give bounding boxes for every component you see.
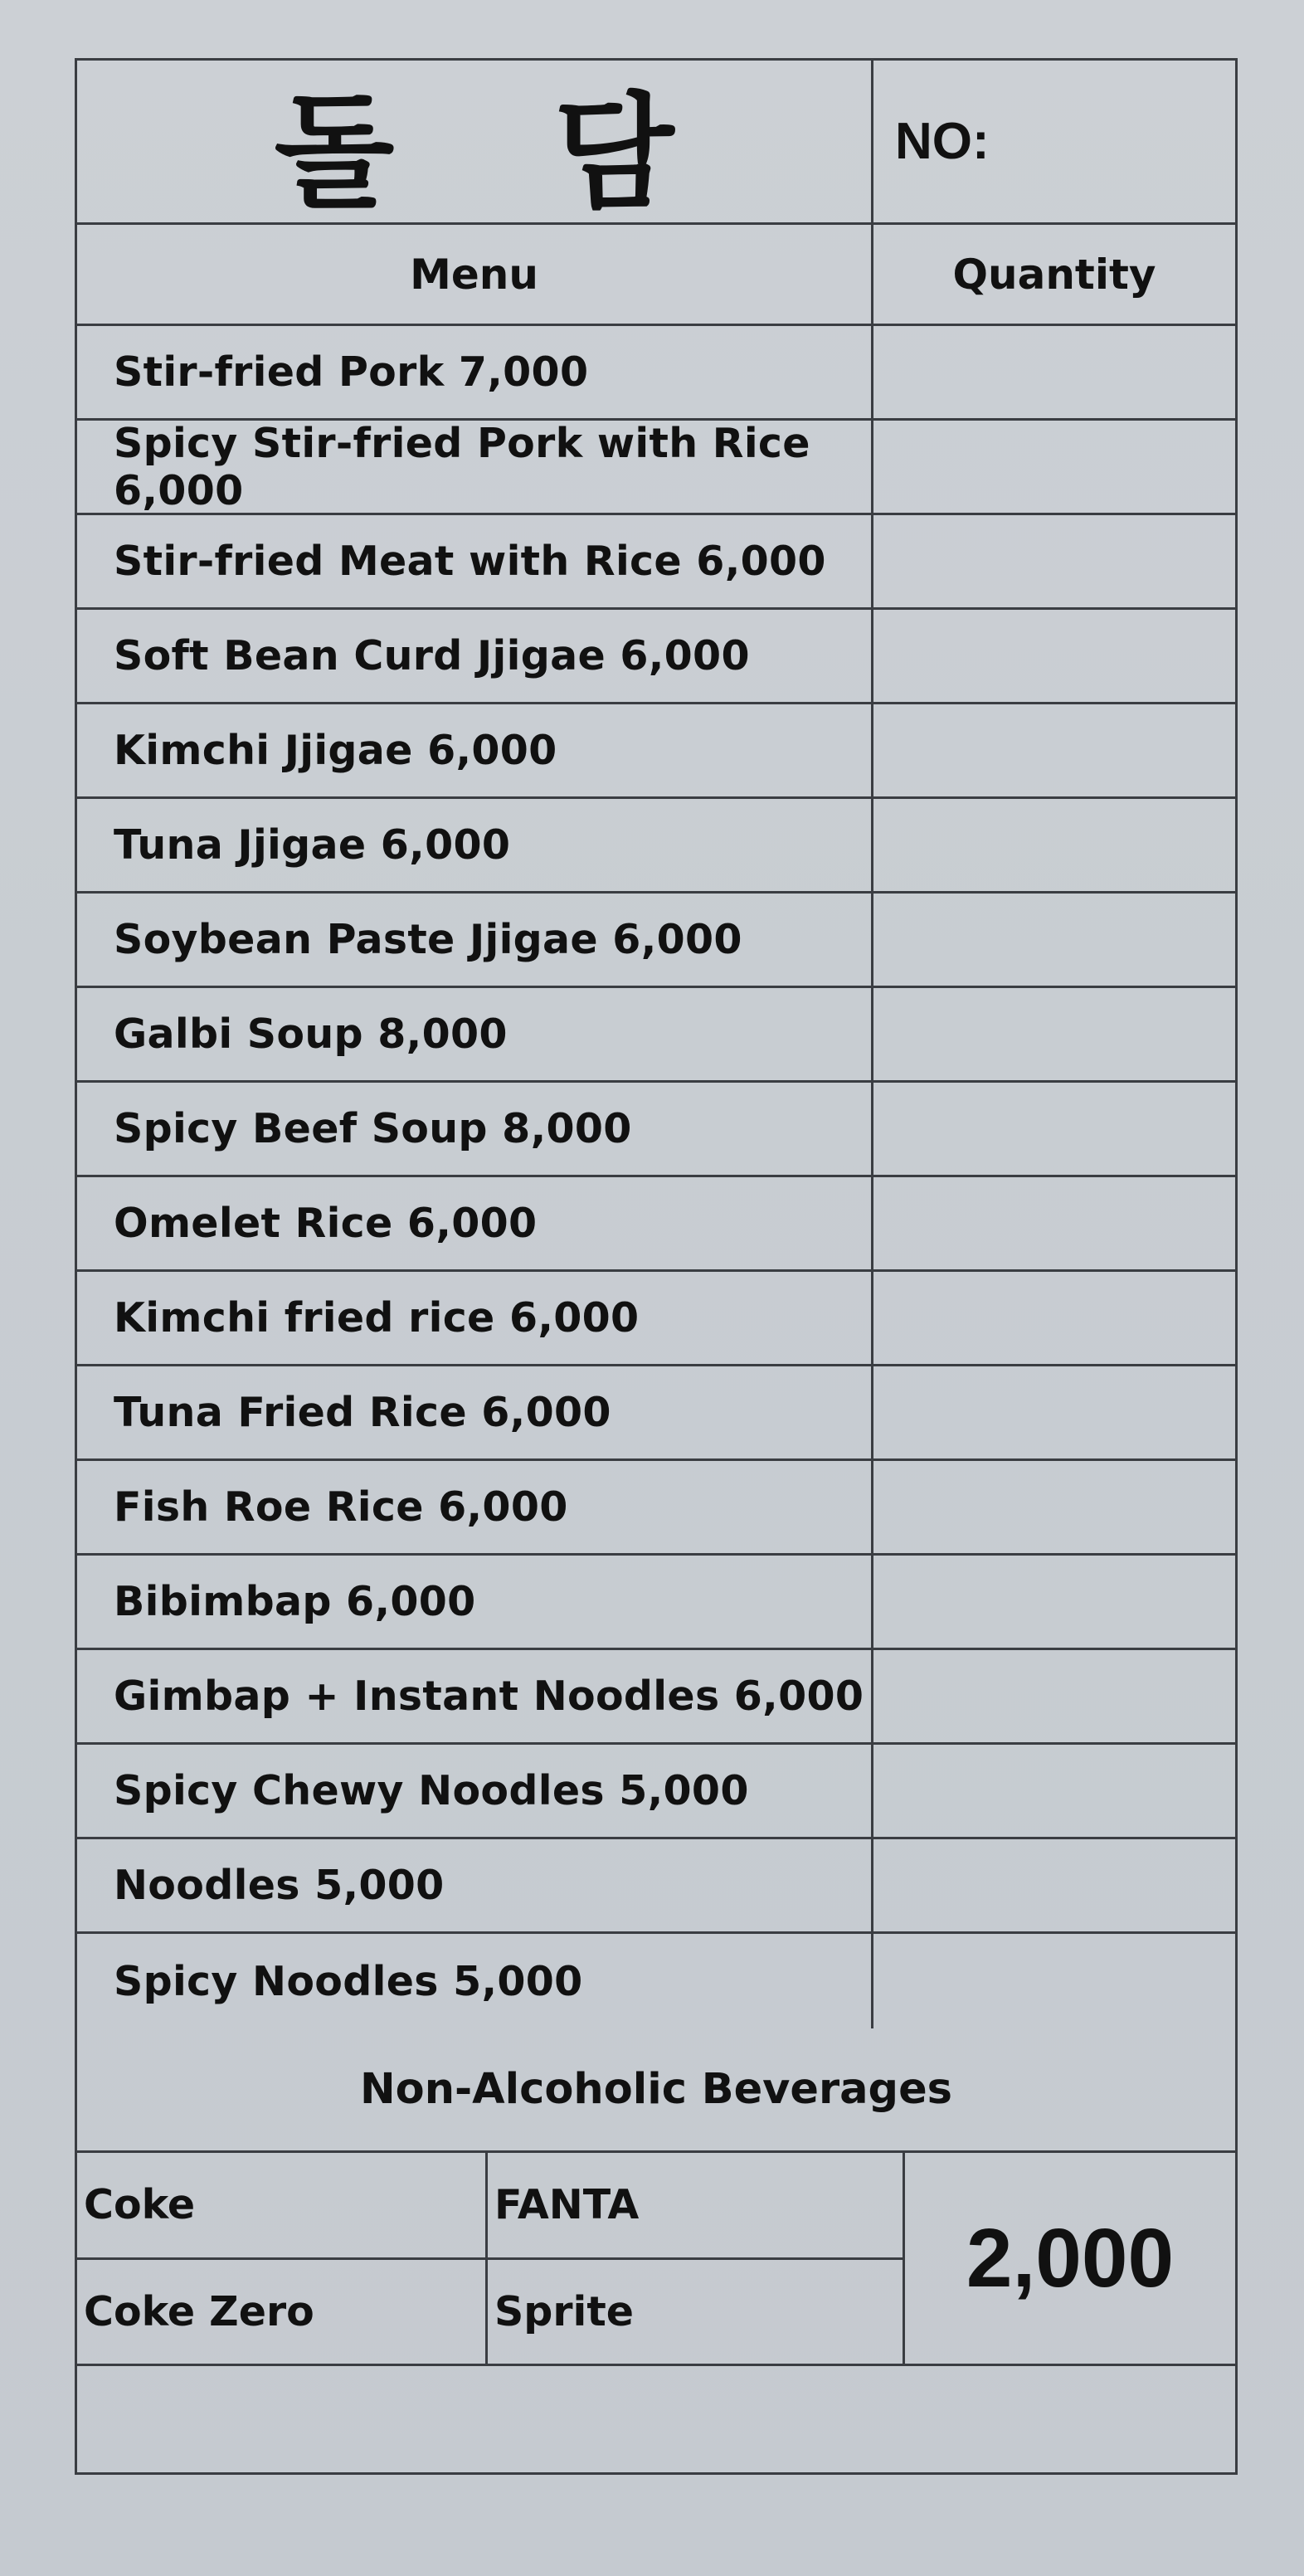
menu-item: Omelet Rice 6,000 bbox=[77, 1177, 873, 1269]
quantity-cell[interactable] bbox=[873, 799, 1235, 891]
menu-row bbox=[77, 421, 1235, 515]
menu-item: Spicy Beef Soup 8,000 bbox=[77, 1083, 873, 1175]
menu-row bbox=[77, 1272, 1235, 1366]
quantity-cell[interactable] bbox=[873, 421, 1235, 513]
menu-row bbox=[77, 610, 1235, 704]
quantity-cell[interactable] bbox=[873, 894, 1235, 986]
quantity-cell[interactable] bbox=[873, 515, 1235, 607]
beverage-sprite[interactable]: Sprite bbox=[494, 2287, 634, 2335]
menu-row bbox=[77, 1839, 1235, 1934]
quantity-cell[interactable] bbox=[873, 1366, 1235, 1458]
menu-row bbox=[77, 1177, 1235, 1272]
menu-row bbox=[77, 515, 1235, 610]
menu-item: Bibimbap 6,000 bbox=[77, 1556, 873, 1648]
quantity-cell[interactable] bbox=[873, 1934, 1235, 2028]
quantity-cell[interactable] bbox=[873, 1839, 1235, 1931]
menu-item: Spicy Stir-fried Pork with Rice 6,000 bbox=[77, 421, 873, 513]
menu-item: Spicy Noodles 5,000 bbox=[77, 1934, 873, 2028]
menu-item: Kimchi Jjigae 6,000 bbox=[77, 704, 873, 796]
column-header-row bbox=[77, 225, 1235, 326]
menu-row bbox=[77, 1745, 1235, 1839]
quantity-cell[interactable] bbox=[873, 610, 1235, 702]
menu-row bbox=[77, 1083, 1235, 1177]
menu-row bbox=[77, 988, 1235, 1083]
beverage-coke-zero[interactable]: Coke Zero bbox=[77, 2260, 488, 2364]
menu-item: Stir-fried Meat with Rice 6,000 bbox=[77, 515, 873, 607]
quantity-cell[interactable] bbox=[873, 1650, 1235, 1742]
title-row bbox=[77, 61, 1235, 225]
beverages-block bbox=[77, 2153, 1235, 2366]
order-number-field[interactable]: NO: bbox=[895, 113, 990, 170]
beverage-price: 2,000 bbox=[966, 2211, 1175, 2305]
menu-item: Soft Bean Curd Jjigae 6,000 bbox=[77, 610, 873, 702]
quantity-cell[interactable] bbox=[873, 1272, 1235, 1364]
menu-items bbox=[77, 326, 1235, 2028]
beverage-line bbox=[77, 2260, 903, 2364]
beverage-line bbox=[77, 2153, 903, 2260]
menu-item: Tuna Fried Rice 6,000 bbox=[77, 1366, 873, 1458]
menu-row bbox=[77, 1461, 1235, 1556]
beverages-grid bbox=[77, 2153, 905, 2364]
menu-row bbox=[77, 894, 1235, 988]
quantity-cell[interactable] bbox=[873, 1083, 1235, 1175]
quantity-cell[interactable] bbox=[873, 1556, 1235, 1648]
menu-item: Fish Roe Rice 6,000 bbox=[77, 1461, 873, 1553]
menu-row bbox=[77, 1556, 1235, 1650]
quantity-cell[interactable] bbox=[873, 1745, 1235, 1837]
menu-column-header: Menu bbox=[77, 225, 873, 324]
menu-row bbox=[77, 1650, 1235, 1745]
menu-item: Gimbap + Instant Noodles 6,000 bbox=[77, 1650, 873, 1742]
blank-row[interactable] bbox=[77, 2366, 1235, 2472]
menu-item: Noodles 5,000 bbox=[77, 1839, 873, 1931]
menu-row bbox=[77, 326, 1235, 421]
beverage-fanta[interactable]: FANTA bbox=[494, 2181, 640, 2229]
menu-row bbox=[77, 704, 1235, 799]
quantity-cell[interactable] bbox=[873, 988, 1235, 1080]
quantity-cell[interactable] bbox=[873, 326, 1235, 418]
beverages-title: Non-Alcoholic Beverages bbox=[359, 2065, 953, 2114]
beverages-header-row bbox=[77, 2028, 1235, 2153]
quantity-cell[interactable] bbox=[873, 704, 1235, 796]
restaurant-name: 돌 담 bbox=[77, 61, 873, 222]
menu-item: Galbi Soup 8,000 bbox=[77, 988, 873, 1080]
menu-item: Spicy Chewy Noodles 5,000 bbox=[77, 1745, 873, 1837]
menu-item: Soybean Paste Jjigae 6,000 bbox=[77, 894, 873, 986]
menu-row bbox=[77, 1934, 1235, 2028]
menu-item: Kimchi fried rice 6,000 bbox=[77, 1272, 873, 1364]
quantity-cell[interactable] bbox=[873, 1461, 1235, 1553]
quantity-cell[interactable] bbox=[873, 1177, 1235, 1269]
menu-item: Stir-fried Pork 7,000 bbox=[77, 326, 873, 418]
order-form bbox=[75, 58, 1238, 2475]
beverage-coke[interactable]: Coke bbox=[77, 2153, 488, 2257]
menu-item: Tuna Jjigae 6,000 bbox=[77, 799, 873, 891]
quantity-column-header: Quantity bbox=[952, 250, 1156, 299]
menu-row bbox=[77, 799, 1235, 894]
menu-row bbox=[77, 1366, 1235, 1461]
